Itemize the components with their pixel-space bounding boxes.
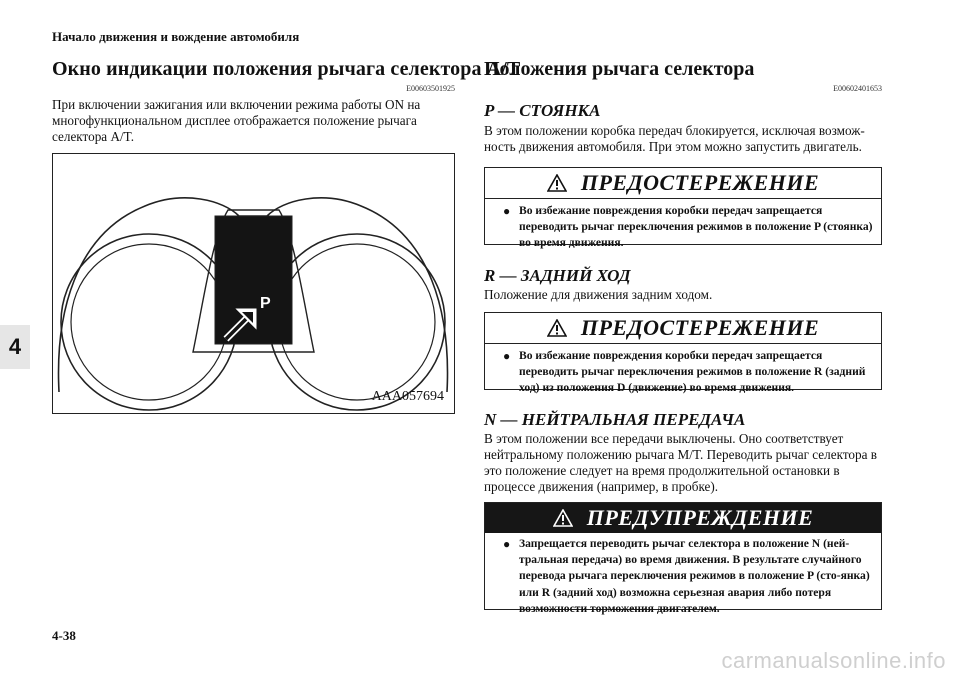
- warning-triangle-icon: [547, 319, 567, 337]
- text-p: В этом положении коробка передач блокируется, исключая возмож-ность движения автомобиля. При этом можно запустить двигатель.: [484, 123, 865, 154]
- left-title: Окно индикации положения рычага селектора A/T: [52, 58, 521, 80]
- warning-box-3: [484, 502, 882, 615]
- text-n: В этом положении все передачи выключены. Оно соответствует нейтральному положению рычага M/T. Переводить рычаг селектора в это положение следует на время продолжительной остановки в процессе движения (например, в пробке).: [484, 431, 877, 494]
- right-title: Положения рычага селектора: [484, 58, 755, 80]
- warning-title-1: ПРЕДОСТЕРЕЖЕНИЕ: [580, 170, 820, 195]
- warning-header-2: [485, 313, 881, 344]
- warning-triangle-icon: [547, 174, 567, 192]
- bullet-icon: ●: [503, 349, 511, 363]
- figure-label: AAA057694: [371, 389, 444, 404]
- right-code: E00602401653: [833, 84, 882, 93]
- chapter-tab: 4: [0, 325, 30, 369]
- watermark: carmanualsonline.info: [721, 648, 946, 673]
- warning-title-2: ПРЕДОСТЕРЕЖЕНИЕ: [580, 315, 820, 340]
- left-intro: При включении зажигания или включении режима работы ON на многофункциональном дисплее отображается положение рычага селектора A/T.: [52, 97, 421, 144]
- warning-box-1: [484, 167, 882, 250]
- warning-title-3: ПРЕДУПРЕЖДЕНИЕ: [586, 505, 814, 530]
- instrument-cluster-illustration: [53, 154, 454, 413]
- left-code: E00603501925: [406, 84, 455, 93]
- section-header: Начало движения и вождение автомобиля: [52, 29, 300, 44]
- warning-box-2: [484, 312, 882, 395]
- warning-text-3: Запрещается переводить рычаг селектора в положение N (ней-тральная передача) во время движения. В результате случайного перевода рычага переключения режимов в положение P (сто-янка) или R (задний ход) возможна серьезная авария либо потеря возможности торможения двигателем.: [519, 537, 870, 615]
- page-number: 4-38: [52, 628, 76, 643]
- text-r: Положение для движения задним ходом.: [484, 287, 713, 302]
- warning-triangle-icon: [553, 509, 573, 527]
- warning-header-3: [485, 503, 881, 533]
- heading-n: N — НЕЙТРАЛЬНАЯ ПЕРЕДАЧА: [484, 410, 746, 429]
- warning-header-1: [485, 168, 881, 199]
- display-gear-letter: P: [260, 295, 271, 312]
- instrument-cluster-figure: [52, 153, 455, 414]
- warning-text-2: Во избежание повреждения коробки передач запрещается переводить рычаг переключения режимов в положение R (задний ход) из положения D (движение) во время движения.: [519, 349, 866, 395]
- warning-text-1: Во избежание повреждения коробки передач запрещается переводить рычаг переключения режимов в положение P (стоянка) во время движения.: [519, 204, 873, 250]
- heading-p: P — СТОЯНКА: [484, 101, 601, 120]
- bullet-icon: ●: [503, 204, 511, 218]
- heading-r: R — ЗАДНИЙ ХОД: [484, 266, 631, 285]
- bullet-icon: ●: [503, 537, 511, 551]
